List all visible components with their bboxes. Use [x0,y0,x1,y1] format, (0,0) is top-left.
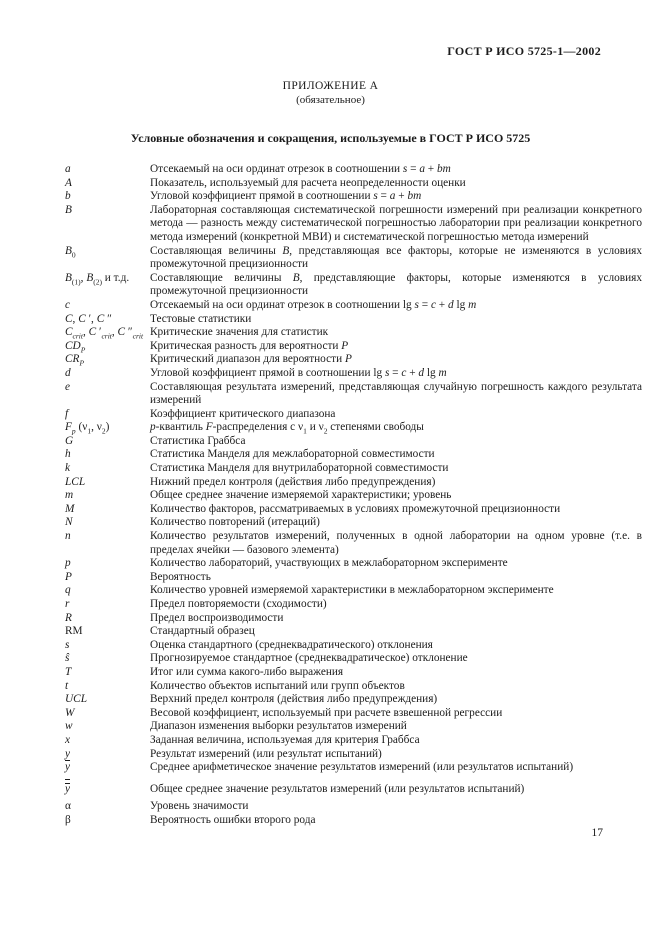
symbol: β [65,813,71,826]
symbol-row [65,652,661,666]
symbol: A [65,176,72,189]
symbol: G [65,434,74,447]
symbol-description: Заданная величина, используемая для критерия Граббса [150,733,420,746]
symbol-description: Вероятность [150,570,211,583]
symbol: n [65,530,71,543]
symbol-row [65,720,661,734]
symbol: p [65,557,71,570]
symbol-description: Нижний предел контроля (действия либо предупреждения) [150,475,436,488]
appendix-subtitle: (обязательное) [296,94,365,106]
symbol: w [65,720,73,733]
symbol-row [65,734,661,748]
symbol-description: Предел воспроизводимости [150,611,284,624]
symbol: R [65,611,72,624]
symbol-row [65,557,661,571]
symbol: $F_p$ ($\nu_1$, $\nu_2$) [65,421,110,436]
symbol: $\overline{y}$ [65,761,71,774]
symbol-row [65,448,661,462]
symbol-description: Количество объектов испытаний или групп объектов [150,679,405,692]
symbol-description: Среднее арифметическое значение результатов измерений (или результатов испытаний) [150,761,574,774]
symbol-description: Количество факторов, рассматриваемых в условиях промежуточной прецизионности [150,502,561,515]
symbol-row [65,530,661,557]
symbol-description: Весовой коэффициент, используемый при расчете взвешенной регрессии [150,706,503,719]
symbol: P [65,570,72,583]
symbol: h [65,448,71,461]
page-number: 17 [591,827,603,839]
symbol-description: Итог или сумма какого-либо выражения [150,665,344,678]
symbol-description: Общее среднее значение результатов измерений (или результатов испытаний) [150,782,525,795]
symbol: $CR_P$ [65,353,85,368]
symbol-row [65,381,661,408]
symbol-description: Стандартный образец [150,625,255,638]
symbol: UCL [65,693,87,706]
symbol-description: Уровень значимости [150,800,249,813]
symbol-row [65,204,661,245]
symbol-description: Статистика Манделя для внутрилабораторной совместимости [150,462,449,475]
symbol-row [65,800,661,814]
symbol-description: Результат измерений (или результат испытаний) [150,747,382,760]
symbol-row [65,761,661,775]
symbol: M [65,502,75,515]
symbol-description: Количество повторений (итераций) [150,516,320,529]
symbol-row [65,584,661,598]
symbol-description: Составляющая результата измерений, представляющая случайную погрешность каждого результата измерений [150,380,642,407]
symbol-row [65,245,661,272]
symbol: r [65,598,70,610]
symbol-row [65,571,661,585]
symbol: N [65,516,73,529]
symbol: t [65,679,69,692]
symbol: y [65,747,71,760]
symbol-description: Предел повторяемости (сходимости) [150,598,327,610]
symbol: C, C ′, C ″ [65,312,112,325]
symbol-row [65,408,661,422]
symbol: ŝ [65,652,70,665]
symbol: k [65,462,71,475]
symbol-row [65,163,661,177]
symbol-row [65,639,661,653]
symbol-row [65,340,661,354]
symbol-description: Критическая разность для вероятности P [150,339,349,352]
symbol: q [65,584,71,597]
symbol-row [65,680,661,694]
symbol: d [65,366,71,379]
symbol: $B_{(1)}$, $B_{(2)}$ и т.д. [65,271,130,286]
symbol-row [65,748,661,762]
symbol-row [65,707,661,721]
symbol-description: Прогнозируемое стандартное (среднеквадратическое) отклонение [150,652,468,665]
symbol: b [65,190,71,203]
symbol: W [65,706,75,719]
symbol-description: Тестовые статистики [150,312,252,325]
symbol-row [65,367,661,381]
symbol-description: Количество лабораторий, участвующих в межлабораторном эксперименте [150,557,508,570]
symbol: LCL [65,475,86,488]
symbol: m [65,489,74,502]
symbol: s [65,638,70,651]
symbol: $CD_P$ [65,339,86,354]
symbol-row [65,299,661,313]
symbol-row [65,462,661,476]
symbol: f [65,407,69,420]
symbol-row [65,177,661,191]
symbol-row [65,625,661,639]
symbol: $C_{crit}$, C $'_{crit}$, C $''_{crit}$ [65,326,144,341]
symbol-row [65,353,661,367]
symbol-description: Критический диапазон для вероятности P [150,353,352,366]
symbol-description: Оценка стандартного (среднеквадратического) отклонения [150,638,433,651]
symbol-row [65,190,661,204]
symbol-description: Составляющая величины B, представляющая все факторы, которые не изменяются в условиях промежуточной прецизионности [150,244,642,271]
symbol-description: Критические значения для статистик [150,326,329,339]
symbol-description: Верхний предел контроля (действия либо предупреждения) [150,693,438,706]
symbol-row [65,272,661,299]
symbol: α [65,800,71,813]
symbol-row [65,612,661,626]
symbol: y [65,779,150,797]
symbol-row [65,814,661,828]
symbol-description: Количество уровней измеряемой характеристики в межлабораторном эксперименте [150,584,554,597]
symbol: x [65,733,71,746]
symbol-description: Составляющие величины B, представляющие факторы, которые изменяются в условиях промежуточной прецизионности [150,271,642,298]
symbol: e [65,380,71,393]
symbol-description: p-квантиль F-распределения с $\nu_1$ и $\nu_2$ степенями свободы [150,421,424,436]
symbol-row [65,666,661,680]
symbol-row [65,779,661,797]
symbol-row [65,435,661,449]
symbol-description: Общее среднее значение измеряемой характеристики; уровень [150,489,452,502]
symbol-row [65,313,661,327]
symbol: $B_0$ [65,244,76,259]
symbol-description: Количество результатов измерений, полученных в одной лаборатории на одном уровне (т.е. в пределах ячейки — базового элемента) [150,530,642,556]
symbol-row [65,489,661,503]
document-code: ГОСТ Р ИСО 5725-1—2002 [447,44,601,58]
symbol-description: Вероятность ошибки второго рода [150,813,316,826]
appendix-title: ПРИЛОЖЕНИЕ А [282,80,379,92]
symbol-description: Угловой коэффициент прямой в соотношении s = a + bm [150,190,422,203]
symbol-row [65,516,661,530]
symbol-description: Статистика Граббса [150,434,246,447]
symbol: B [65,203,72,216]
symbol-description: Диапазон изменения выборки результатов измерений [150,720,407,733]
symbol-description: Отсекаемый на оси ординат отрезок в соотношении s = a + bm [150,163,451,175]
symbol-row [65,693,661,707]
symbol-description: Лабораторная составляющая систематической погрешности измерений при реализации конкретного метода — разность между систематической погрешностью лаборатории при реализации конкретного метода измерений (конкретной МВИ) и систематической погрешностью метода измерений [150,203,642,243]
symbol-row [65,421,661,435]
symbol: a [65,163,71,175]
symbol-row [65,476,661,490]
symbol-description: Статистика Манделя для межлабораторной совместимости [150,448,435,461]
symbol: RM [65,625,83,638]
symbol-row [65,598,661,612]
symbol-description: Отсекаемый на оси ординат отрезок в соотношении lg s = c + d lg m [150,298,477,311]
symbol-row [65,326,661,340]
symbol-description: Угловой коэффициент прямой в соотношении lg s = c + d lg m [150,366,447,379]
symbol-row [65,503,661,517]
symbols-list [0,163,661,828]
symbol-description: Показатель, используемый для расчета неопределенности оценки [150,176,466,189]
symbol: c [65,298,71,311]
section-heading: Условные обозначения и сокращения, используемые в ГОСТ Р ИСО 5725 [130,131,531,145]
symbol: T [65,665,72,678]
symbol-description: Коэффициент критического диапазона [150,407,336,420]
